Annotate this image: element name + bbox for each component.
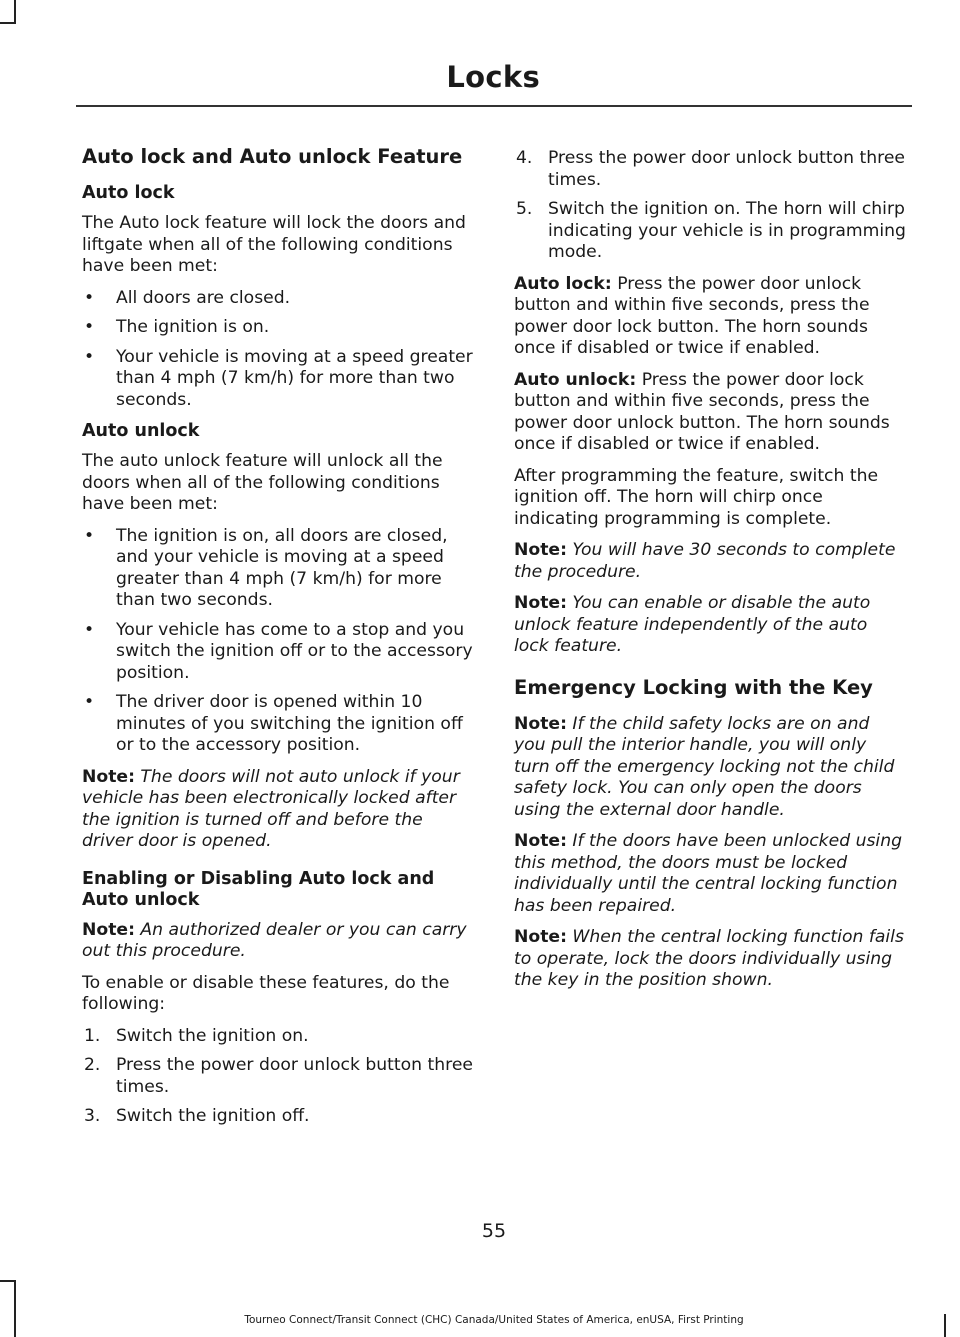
- note-label: Note:: [514, 713, 567, 734]
- note-independent: Note: You can enable or disable the auto unlock feature independently of the auto lock feature.: [514, 593, 871, 656]
- note-label: Note:: [514, 540, 567, 560]
- note-label: Note:: [82, 919, 135, 940]
- right-column: [514, 148, 906, 1002]
- subheading-auto-lock: Auto lock: [82, 183, 175, 203]
- list-item: 1. Switch the ignition on.: [84, 1025, 309, 1046]
- list-item: • Your vehicle is moving at a speed greater than 4 mph (7 km/h) for more than two seconds.: [84, 346, 473, 410]
- crop-mark-top-left-h: [0, 22, 16, 24]
- bullet-icon: •: [84, 346, 95, 367]
- after-programming: After programming the feature, switch the ignition off. The horn will chirp once indicating programming is complete.: [514, 465, 879, 529]
- crop-mark-top-left-v: [14, 0, 16, 22]
- note-label: Note:: [514, 927, 567, 947]
- subheading-auto-unlock: Auto unlock: [82, 421, 200, 441]
- list-item: 5. Switch the ignition on. The horn will chirp indicating your vehicle is in programming mode.: [516, 199, 906, 262]
- list-item: 4. Press the power door unlock button three times.: [516, 148, 905, 190]
- page-number: 55: [481, 1220, 507, 1242]
- list-item: 3. Switch the ignition off.: [84, 1106, 310, 1126]
- bullet-icon: •: [84, 317, 95, 337]
- list-item: • The ignition is on.: [84, 317, 270, 337]
- auto-lock-procedure: Auto lock: Press the power door unlock button and within five seconds, press the power door lock button. The horn sounds once if disabled or twice if enabled.: [514, 273, 870, 358]
- enable-steps-continued: [514, 148, 906, 264]
- section-heading-auto-lock-unlock: Auto lock and Auto unlock Feature: [82, 145, 463, 168]
- left-column: [82, 145, 474, 1138]
- section-heading-emergency-locking: Emergency Locking with the Key: [514, 675, 873, 699]
- crop-mark-bottom-left-h: [0, 1280, 16, 1282]
- note-label: Note:: [514, 831, 567, 851]
- list-item: • Your vehicle has come to a stop and you switch the ignition off or to the accessory position.: [84, 619, 473, 683]
- note-dealer: Note: An authorized dealer or you can carry out this procedure.: [82, 919, 467, 961]
- note-label: Note:: [82, 766, 135, 787]
- note-central-locking-fails: Note: When the central locking function fails to operate, lock the doors individually using the key in the position shown.: [514, 927, 904, 990]
- lead-label: Auto unlock:: [514, 369, 637, 390]
- chapter-title: Locks: [446, 60, 540, 94]
- crop-mark-bottom-left-v: [14, 1280, 16, 1337]
- bullet-icon: •: [84, 287, 95, 308]
- enable-intro: To enable or disable these features, do the following:: [82, 972, 450, 1014]
- auto-lock-intro: The Auto lock feature will lock the doors and liftgate when all of the following conditions have been met:: [82, 213, 466, 276]
- enable-steps: [82, 1026, 474, 1128]
- auto-unlock-intro: The auto unlock feature will unlock all the doors when all of the following conditions have been met:: [82, 451, 443, 514]
- note-thirty-seconds: Note: You will have 30 seconds to complete the procedure.: [514, 540, 896, 582]
- auto-lock-conditions: [82, 288, 474, 412]
- auto-unlock-conditions: [82, 526, 474, 757]
- subheading-enable-disable: Enabling or Disabling Auto lock and Auto unlock: [82, 868, 435, 910]
- note-locked-individually: Note: If the doors have been unlocked using this method, the doors must be locked individually until the central locking function has been repaired.: [514, 831, 903, 916]
- lead-label: Auto lock:: [514, 273, 612, 294]
- list-item: • The ignition is on, all doors are closed, and your vehicle is moving at a speed greater than 4 mph (7 km/h) for more than two seconds.: [84, 525, 448, 610]
- list-item: 2. Press the power door unlock button three times.: [84, 1055, 473, 1097]
- bullet-icon: •: [84, 525, 95, 546]
- list-item: • The driver door is opened within 10 minutes of you switching the ignition off or to the accessory position.: [84, 692, 463, 755]
- note-label: Note:: [514, 593, 567, 613]
- footer-text: Tourneo Connect/Transit Connect (CHC) Canada/United States of America, enUSA, First Printing: [244, 1314, 744, 1326]
- bullet-icon: •: [84, 692, 95, 712]
- bullet-icon: •: [84, 619, 95, 640]
- list-item: • All doors are closed.: [84, 287, 291, 308]
- note-child-safety: Note: If the child safety locks are on and you pull the interior handle, you will only turn off the emergency locking not the child safety lock. You can only open the doors using the external door handle.: [514, 713, 895, 820]
- note-electronic-lock: Note: The doors will not auto unlock if your vehicle has been electronically locked after the ignition is turned off and before the driver door is opened.: [82, 766, 460, 851]
- header-rule: [76, 105, 912, 107]
- auto-unlock-procedure: Auto unlock: Press the power door lock button and within five seconds, press the power door unlock button. The horn sounds once if disabled or twice if enabled.: [514, 369, 890, 454]
